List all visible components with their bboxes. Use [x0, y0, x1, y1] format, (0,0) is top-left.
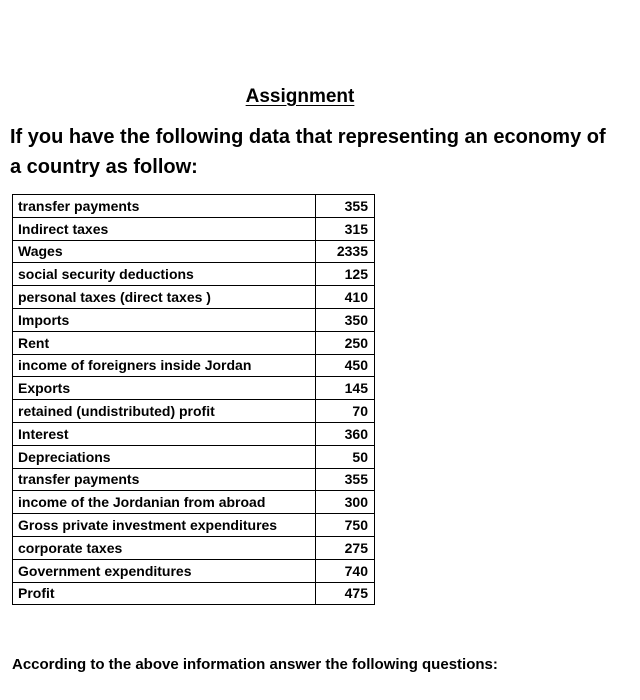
row-value: 740: [316, 559, 375, 582]
questions-intro: According to the above information answer the following questions:: [12, 656, 498, 673]
row-value: 300: [316, 491, 375, 514]
row-value: 750: [316, 514, 375, 537]
row-value: 475: [316, 582, 375, 605]
row-label: Government expenditures: [13, 559, 316, 582]
row-label: Interest: [13, 422, 316, 445]
row-label: Gross private investment expenditures: [13, 514, 316, 537]
row-value: 2335: [316, 240, 375, 263]
row-label: income of the Jordanian from abroad: [13, 491, 316, 514]
table-row: [13, 445, 375, 468]
table-row: [13, 559, 375, 582]
row-value: 145: [316, 377, 375, 400]
row-label: retained (undistributed) profit: [13, 400, 316, 423]
table-row: [13, 354, 375, 377]
table-row: [13, 491, 375, 514]
row-value: 315: [316, 217, 375, 240]
table-row: [13, 331, 375, 354]
table-row: [13, 468, 375, 491]
row-label: personal taxes (direct taxes ): [13, 286, 316, 309]
row-label: income of foreigners inside Jordan: [13, 354, 316, 377]
row-label: Exports: [13, 377, 316, 400]
row-label: Rent: [13, 331, 316, 354]
table-body: [13, 195, 375, 605]
table-row: [13, 263, 375, 286]
table-row: [13, 195, 375, 218]
row-value: 355: [316, 468, 375, 491]
row-label: Wages: [13, 240, 316, 263]
table-row: [13, 582, 375, 605]
row-label: transfer payments: [13, 195, 316, 218]
row-value: 250: [316, 331, 375, 354]
row-value: 70: [316, 400, 375, 423]
row-label: corporate taxes: [13, 536, 316, 559]
row-value: 355: [316, 195, 375, 218]
row-value: 410: [316, 286, 375, 309]
row-label: social security deductions: [13, 263, 316, 286]
row-value: 125: [316, 263, 375, 286]
row-value: 50: [316, 445, 375, 468]
row-label: Imports: [13, 308, 316, 331]
table-row: [13, 217, 375, 240]
row-value: 450: [316, 354, 375, 377]
row-value: 275: [316, 536, 375, 559]
row-value: 350: [316, 308, 375, 331]
row-label: Indirect taxes: [13, 217, 316, 240]
table-row: [13, 286, 375, 309]
table-row: [13, 514, 375, 537]
row-label: transfer payments: [13, 468, 316, 491]
page-title: Assignment: [245, 86, 355, 107]
row-label: Depreciations: [13, 445, 316, 468]
table-row: [13, 400, 375, 423]
row-label: Profit: [13, 582, 316, 605]
economy-data-table: [12, 194, 375, 605]
intro-text: If you have the following data that representing an economy of a country as follow:: [10, 126, 606, 178]
table-row: [13, 422, 375, 445]
table-row: [13, 308, 375, 331]
table-row: [13, 240, 375, 263]
table-row: [13, 377, 375, 400]
table-row: [13, 536, 375, 559]
row-value: 360: [316, 422, 375, 445]
